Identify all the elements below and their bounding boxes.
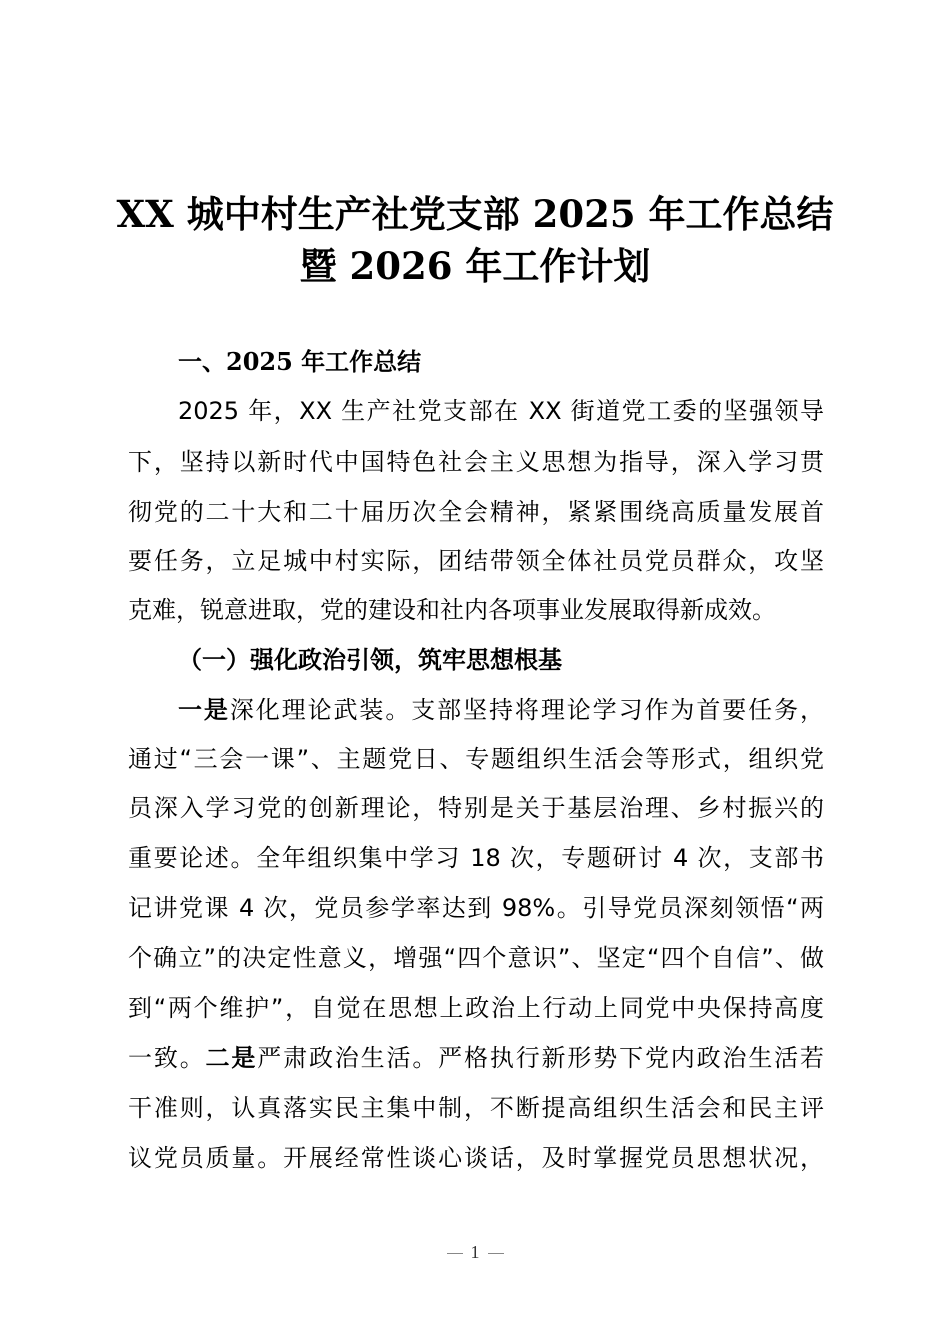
document-title-line-1: XX 城中村生产社党支部 2025 年工作总结 <box>116 192 834 236</box>
section-heading-summary: 一、2025 年工作总结 <box>178 347 422 376</box>
paragraph-line <box>178 686 824 734</box>
paragraph-line: 重要论述。全年组织集中学习 18 次，专题研讨 4 次，支部书 <box>128 844 824 872</box>
footer-dash-left <box>447 1253 463 1254</box>
bold-lead-second: 二是 <box>205 1044 258 1072</box>
paragraph-line: 要任务，立足城中村实际，团结带领全体社员党员群众，攻坚 <box>128 547 824 575</box>
paragraph-line: 克难，锐意进取，党的建设和社内各项事业发展取得新成效。 <box>128 596 776 624</box>
paragraph-line: 议党员质量。开展经常性谈心谈话，及时掌握党员思想状况， <box>128 1144 824 1172</box>
bold-lead-first: 一是 <box>178 696 230 724</box>
paragraph-line: 个确立”的决定性意义，增强“四个意识”、坚定“四个自信”、做 <box>128 944 824 972</box>
paragraph-line: 2025 年，XX 生产社党支部在 XX 街道党工委的坚强领导 <box>178 397 824 425</box>
paragraph-line <box>128 1034 824 1082</box>
paragraph-line: 彻党的二十大和二十届历次全会精神，紧紧围绕高质量发展首 <box>128 498 824 526</box>
paragraph-text: 严肃政治生活。严格执行新形势下党内政治生活若 <box>257 1044 825 1072</box>
paragraph-text: 深化理论武装。支部坚持将理论学习作为首要任务， <box>229 696 825 724</box>
page-footer <box>0 1242 950 1263</box>
document-title-line-2: 暨 2026 年工作计划 <box>299 244 651 288</box>
paragraph-line: 到“两个维护”，自觉在思想上政治上行动上同党中央保持高度 <box>128 994 824 1022</box>
footer-dash-right <box>488 1253 504 1254</box>
paragraph-line: 员深入学习党的创新理论，特别是关于基层治理、乡村振兴的 <box>128 794 824 822</box>
paragraph-line: 干准则，认真落实民主集中制，不断提高组织生活会和民主评 <box>128 1094 824 1122</box>
paragraph-line: 下，坚持以新时代中国特色社会主义思想为指导，深入学习贯 <box>128 448 824 476</box>
paragraph-line: 记讲党课 4 次，党员参学率达到 98%。引导党员深刻领悟“两 <box>128 894 824 922</box>
paragraph-text: 一致。 <box>128 1044 206 1072</box>
page-number: 1 <box>470 1242 480 1262</box>
subsection-heading-political: （一）强化政治引领，筑牢思想根基 <box>178 646 562 674</box>
paragraph-line: 通过“三会一课”、主题党日、专题组织生活会等形式，组织党 <box>128 745 824 773</box>
